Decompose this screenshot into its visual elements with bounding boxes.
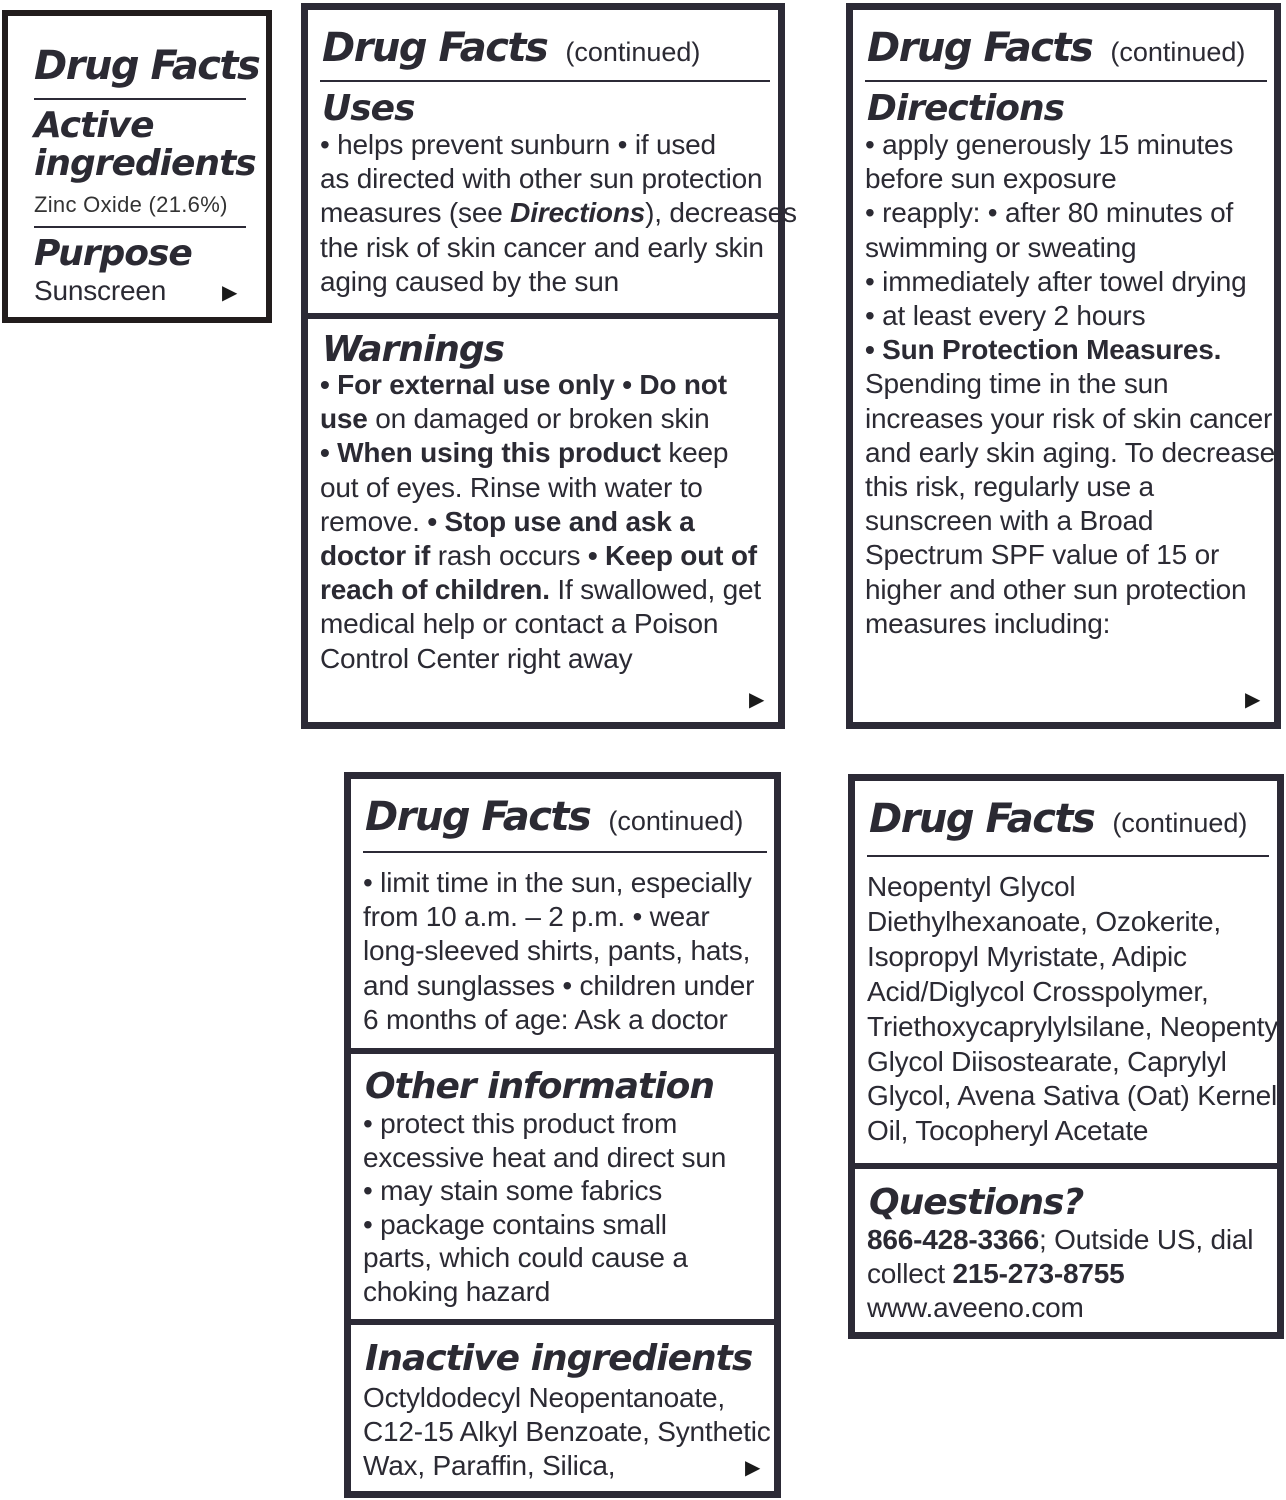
questions-heading: Questions? — [869, 1182, 1084, 1223]
drug-facts-panel-3 — [846, 3, 1281, 729]
drug-facts-panel-5 — [848, 774, 1284, 1339]
website-link[interactable]: www.aveeno.com — [867, 1292, 1084, 1324]
phone-number-international[interactable]: 215-273-8755 — [952, 1258, 1125, 1290]
other-information-heading: Other information — [365, 1066, 714, 1107]
directions-heading: Directions — [867, 88, 1065, 129]
section-divider — [308, 313, 778, 319]
drug-facts-panel-2 — [301, 3, 797, 729]
section-divider — [351, 1319, 774, 1325]
inactive-ingredients-heading: Inactive ingredients — [365, 1338, 753, 1379]
title-rule — [363, 851, 767, 853]
inactive-ingredients-text: Octyldodecyl Neopentanoate, C12-15 Alkyl Benzoate, Synthetic Wax, Paraffin, Silica, — [363, 1382, 771, 1482]
continued-label: (continued) — [565, 37, 701, 67]
section-divider — [855, 1163, 1277, 1169]
panel-title — [869, 796, 1248, 842]
continued-label: (continued) — [608, 806, 744, 836]
continued-label: (continued) — [1110, 37, 1246, 67]
drug-facts-label: Drug Facts — [869, 796, 1095, 842]
panel-title: Drug Facts — [34, 43, 260, 89]
panel-title — [322, 25, 701, 71]
drug-facts-panel-1 — [2, 10, 272, 323]
title-rule — [320, 80, 770, 82]
purpose-heading: Purpose — [34, 233, 192, 274]
continue-arrow-icon: ▶ — [1245, 689, 1261, 711]
uses-heading: Uses — [322, 88, 415, 129]
continue-arrow-icon: ▶ — [745, 1457, 761, 1479]
continue-arrow-icon: ▶ — [749, 689, 765, 711]
continued-label: (continued) — [1112, 808, 1248, 838]
continue-arrow-icon: ▶ — [222, 282, 238, 304]
panel-title — [867, 25, 1246, 71]
warnings-text: • For external use only • Do not use on damaged or broken skin • When using this product keep out of eyes. Rinse with water to remove. • Stop use and ask a doctor if rash occurs • Keep out of reach of children. If swallowed, get medical help or contact a Poison Control Center right away — [320, 369, 761, 674]
panel-title — [365, 794, 744, 840]
limit-sun-text: • limit time in the sun, especially from 10 a.m. – 2 p.m. • wear long-sleeved shirts, pants, hats, and sunglasses • children under 6 months of age: Ask a doctor — [363, 867, 755, 1035]
purpose-rule — [34, 226, 246, 228]
other-information-text: • protect this product from excessive heat and direct sun • may stain some fabrics • package contains small parts, which could cause a choking hazard — [363, 1108, 727, 1307]
directions-text: • apply generously 15 minutes before sun exposure • reapply: • after 80 minutes of swimming or sweating • immediately after towel drying • at least every 2 hours • Sun Protection Measures. Spending time in the sun increases your risk of skin cancer and early skin aging. To decrease this risk, regularly use a sunscreen with a Broad Spectrum SPF value of 15 or higher and other sun protection measures including: — [865, 129, 1276, 639]
questions-text: 866-428-3366; Outside US, dial collect 215-273-8755 www.aveeno.com — [867, 1223, 1253, 1326]
section-divider — [351, 1048, 774, 1054]
title-rule — [865, 80, 1267, 82]
active-ingredients-heading-line1: Active — [34, 105, 154, 146]
title-rule — [34, 98, 246, 100]
inactive-ingredients-continued-text: Neopentyl Glycol Diethylhexanoate, Ozokerite, Isopropyl Myristate, Adipic Acid/Diglycol Crosspolymer, Triethoxycaprylylsilane, Neopentyl Glycol Diisostearate, Caprylyl Glycol, Avena Sativa (Oat) Kernel Oil, Tocopheryl Acetate — [867, 871, 1285, 1147]
purpose-value: Sunscreen — [34, 275, 167, 306]
drug-facts-panel-4 — [344, 772, 781, 1498]
title-rule — [867, 855, 1269, 857]
warnings-heading: Warnings — [322, 329, 505, 370]
drug-facts-label: Drug Facts — [365, 794, 591, 840]
drug-facts-label: Drug Facts — [322, 25, 548, 71]
active-ingredient-value: Zinc Oxide (21.6%) — [34, 192, 228, 217]
active-ingredients-heading-line2: ingredients — [34, 143, 256, 184]
drug-facts-label: Drug Facts — [867, 25, 1093, 71]
phone-number-us[interactable]: 866-428-3366 — [867, 1224, 1039, 1255]
uses-text: • helps prevent sunburn • if used as directed with other sun protection measures (see Directions), decreases the risk of skin cancer and early skin aging caused by the sun — [320, 129, 797, 297]
